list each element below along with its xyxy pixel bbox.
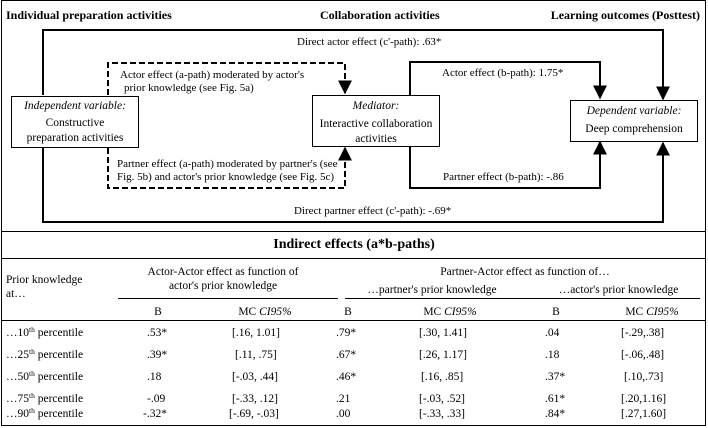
header-individual-preparation: Individual preparation activities <box>6 8 172 22</box>
cell-pa-ci: [.20,1.16] <box>621 393 667 405</box>
cell-pa-ci: [.10,.73] <box>624 371 664 383</box>
cell-aa-b: .18 <box>147 371 162 383</box>
partner-b-label: Partner effect (b-path): -.86 <box>443 171 564 183</box>
actor-b-label: Actor effect (b-path): 1.75* <box>442 67 564 79</box>
row-label: …25th percentile <box>6 347 84 361</box>
actor-a-label-line2: prior knowledge (see Fig. 5a) <box>124 82 254 94</box>
dependent-variable-text: Deep comprehension <box>585 123 683 136</box>
cell-pa-b: .37* <box>545 371 566 383</box>
cell-aa-ci: [-.33, .12] <box>232 393 278 405</box>
row-label: …10th percentile <box>6 325 84 339</box>
table-rule-top <box>1 258 706 259</box>
col-b-actor-knowledge: B <box>552 306 560 318</box>
sub-actor-knowledge: …actor's prior knowledge <box>558 284 679 296</box>
row-label: …50th percentile <box>6 369 84 383</box>
cell-aa-ci: [-.69, -.03] <box>229 408 279 420</box>
header-learning-outcomes: Learning outcomes (Posttest) <box>550 8 700 22</box>
cell-pp-ci: [.30, 1.41] <box>419 327 467 339</box>
independent-variable-text-line1: Constructive <box>45 117 105 130</box>
cell-pp-b: .46* <box>336 371 357 383</box>
group-actor-rule <box>118 298 338 299</box>
group-partner-rule <box>345 298 700 299</box>
partner-a-label-line1: Partner effect (a-path) moderated by partner's (see <box>117 158 338 170</box>
cell-aa-b: .53* <box>147 327 168 339</box>
row-label: …90th percentile <box>6 406 84 420</box>
cell-pp-b: .21 <box>336 393 351 405</box>
dependent-variable-label: Dependent variable: <box>586 105 682 117</box>
cell-pa-ci: [.27,1.60] <box>621 408 667 420</box>
col-ci-actor: MC CI95% <box>238 306 292 318</box>
cell-pp-ci: [.26, 1.17] <box>419 349 467 361</box>
cell-aa-b: -.32* <box>143 408 167 420</box>
col-b-actor: B <box>154 306 162 318</box>
table-rule-header <box>1 320 706 321</box>
row-label: …75th percentile <box>6 391 84 405</box>
cell-pp-b: .67* <box>336 349 357 361</box>
cell-pa-b: .61* <box>545 393 566 405</box>
independent-variable-label: Independent variable: <box>24 100 126 112</box>
cell-pp-b: .00 <box>336 408 351 420</box>
row-header: Prior knowledge at… <box>6 274 83 301</box>
cell-pa-b: .84* <box>545 408 566 420</box>
independent-variable-text-line2: preparation activities <box>26 131 124 144</box>
mediator-box <box>312 95 440 147</box>
cell-pa-ci: [-.06,.48] <box>621 349 665 361</box>
col-ci-partner: MC CI95% <box>423 306 477 318</box>
cell-aa-b: -.09 <box>147 393 166 405</box>
cell-aa-b: .39* <box>147 349 168 361</box>
direct-partner-label: Direct partner effect (c'-path): -.69* <box>294 205 452 217</box>
table-title: Indirect effects (a*b-paths) <box>273 237 435 252</box>
cell-pa-ci: [-.29,.38] <box>621 327 665 339</box>
group-actor-actor: Actor-Actor effect as function of actor's prior knowledge <box>147 266 299 293</box>
cell-aa-ci: [.16, 1.01] <box>232 327 280 339</box>
cell-pa-b: .04 <box>545 327 560 339</box>
partner-a-label-line2: Fig. 5b) and actor's prior knowledge (see Fig. 5c) <box>117 171 335 183</box>
cell-aa-ci: [-.03, .44] <box>232 371 278 383</box>
cell-pp-ci: [-.33, .33] <box>419 408 465 420</box>
mediator-label: Mediator: <box>352 100 400 112</box>
col-b-partner: B <box>344 306 352 318</box>
dependent-variable-box <box>570 100 698 142</box>
header-collaboration: Collaboration activities <box>320 8 440 22</box>
cell-pp-b: .79* <box>336 327 357 339</box>
col-ci-actor-knowledge: MC CI95% <box>625 306 679 318</box>
sub-partner-knowledge: …partner's prior knowledge <box>367 284 497 296</box>
cell-pp-ci: [.16, .85] <box>421 371 464 383</box>
cell-pp-ci: [-.03, .52] <box>419 393 465 405</box>
independent-variable-box <box>11 96 139 148</box>
direct-actor-label: Direct actor effect (c'-path): .63* <box>297 36 442 48</box>
mediator-text-line1: Interactive collaboration <box>319 118 433 131</box>
group-partner-actor: Partner-Actor effect as function of… <box>440 266 610 278</box>
actor-a-label-line1: Actor effect (a-path) moderated by actor's <box>120 69 305 81</box>
cell-aa-ci: [.11, .75] <box>235 349 277 361</box>
cell-pa-b: .18 <box>545 349 560 361</box>
mediator-text-line2: activities <box>355 132 397 145</box>
